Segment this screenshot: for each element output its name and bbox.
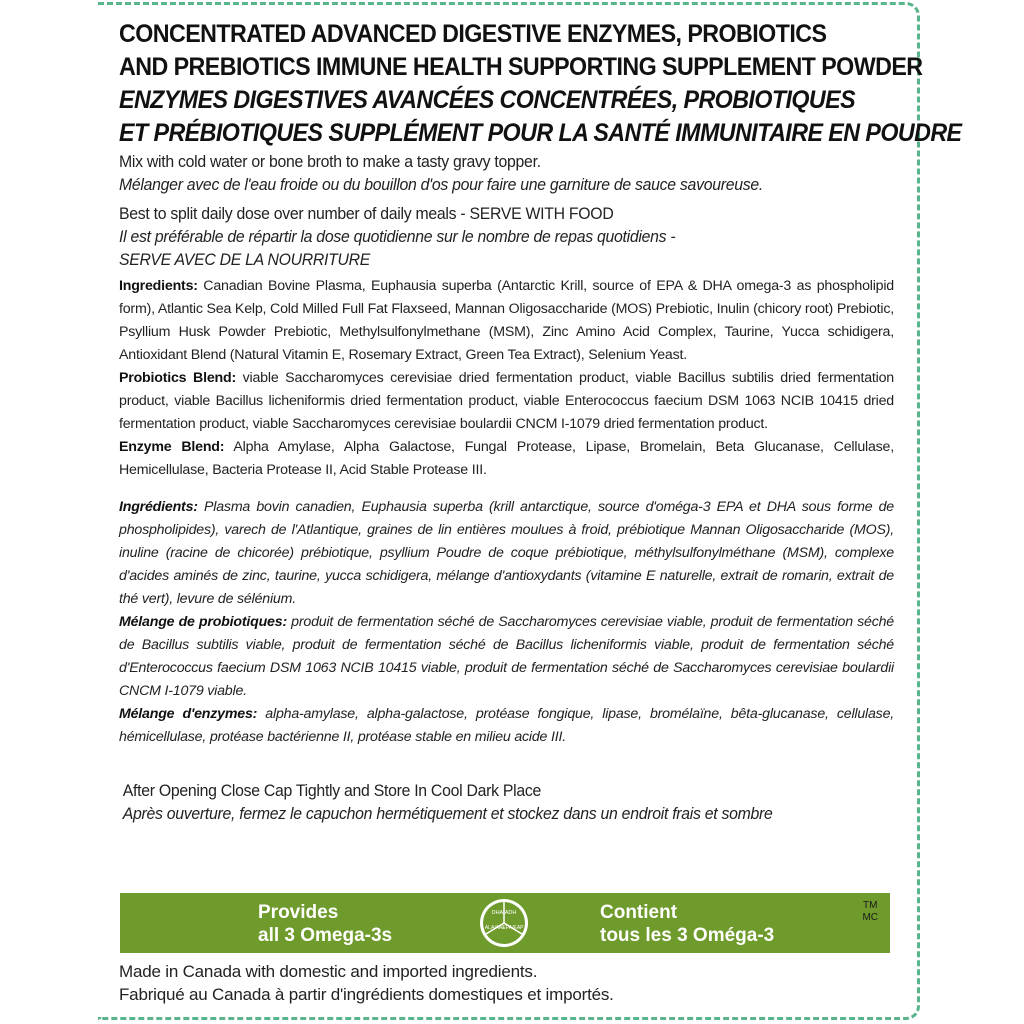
probiotics-fr (119, 611, 894, 703)
mix-instructions-fr: Mélanger avec de l'eau froide ou du bouillon d'os pour faire une garniture de sauce savoureuse. (119, 175, 763, 194)
seal-ala: ALA/AAL (484, 925, 506, 931)
title-en-line-1: CONCENTRATED ADVANCED DIGESTIVE ENZYMES, PROBIOTICS (119, 20, 827, 48)
banner-all-omega: all 3 Omega-3s (258, 925, 393, 946)
enzyme-fr-label: Mélange d'enzymes: (119, 706, 258, 722)
enzyme-fr (119, 703, 894, 749)
made-in-canada-fr: Fabriqué au Canada à partir d'ingrédients domestiques et importés. (119, 985, 614, 1004)
trademark-tm: TM (862, 900, 878, 911)
enzyme-en-text: Alpha Amylase, Alpha Galactose, Fungal Protease, Lipase, Bromelain, Beta Glucanase, Cellulase, Hemicellulase, Bacteria Protease II, Acid Stable Protease III. (119, 439, 894, 478)
split-dose-fr-line-1: Il est préférable de répartir la dose quotidienne sur le nombre de repas quotidiens - (119, 227, 676, 246)
title-fr-line-2: ET PRÉBIOTIQUES SUPPLÉMENT POUR LA SANTÉ IMMUNITAIRE EN POUDRE (119, 119, 962, 147)
probiotics-en (119, 367, 894, 436)
title-fr-line-1: ENZYMES DIGESTIVES AVANCÉES CONCENTRÉES, PROBIOTIQUES (119, 86, 856, 114)
omega-banner (120, 893, 890, 953)
trademark-mc: MC (862, 912, 878, 923)
mix-instructions-en: Mix with cold water or bone broth to make a tasty gravy topper. (119, 152, 541, 171)
omega-seal-icon (478, 897, 530, 949)
made-in-canada-en: Made in Canada with domestic and imported ingredients. (119, 962, 538, 981)
probiotics-fr-text: produit de fermentation séché de Saccharomyces cerevisiae viable, produit de fermentation séché de Bacillus subtilis viable, produit de fermentation séché de Bacillus licheniformis viable, produit de fermentation séché d'Enterococcus faecium DSM 1063 NCIB 10415 viable, produit de fermentation séché de Saccharomyces cerevisiae boulardii CNCM I-1079 viable. (119, 614, 894, 699)
probiotics-en-label: Probiotics Blend: (119, 370, 236, 386)
split-dose-fr-line-2: SERVE AVEC DE LA NOURRITURE (119, 250, 371, 269)
storage-fr: Après ouverture, fermez le capuchon hermétiquement et stockez dans un endroit frais et sombre (122, 804, 773, 823)
banner-tous-omega: tous les 3 Oméga-3 (600, 925, 775, 946)
ingredients-fr (119, 496, 894, 611)
enzyme-en (119, 436, 894, 482)
ingredients-fr-label: Ingrédients: (119, 499, 198, 515)
ingredients-en-label: Ingredients: (119, 278, 198, 294)
probiotics-fr-label: Mélange de probiotiques: (119, 614, 287, 630)
seal-dha: DHA/ADH (491, 910, 517, 916)
banner-contient: Contient (600, 902, 678, 923)
origin-statement (119, 960, 614, 1006)
title-en-line-2: AND PREBIOTICS IMMUNE HEALTH SUPPORTING SUPPLEMENT POWDER (119, 53, 923, 81)
banner-provides: Provides (258, 902, 339, 923)
banner-left-text (258, 901, 392, 947)
label-content (119, 18, 962, 825)
banner-right-text (600, 901, 774, 947)
seal-epa: EPA/EAP (502, 925, 524, 931)
enzyme-en-label: Enzyme Blend: (119, 439, 225, 455)
ingredients-fr-text: Plasma bovin canadien, Euphausia superba (krill antarctique, source d'oméga-3 EPA et DHA sous forme de phospholipides), varech de l'Atlantique, graines de lin entières moulues à froid, prébiotique Mannan Oligosaccharide (MOS), inuline (racine de chicorée) prébiotique, psyllium Poudre de coque prébiotique, méthylsulfonylméthane (MSM), complexe d'acides aminés de zinc, taurine, yucca schidigera, mélange d'antioxydants (vitamine E naturelle, extrait de romarin, extrait de thé vert), levure de sélénium. (119, 499, 894, 607)
storage-en: After Opening Close Cap Tightly and Store In Cool Dark Place (122, 781, 541, 800)
enzyme-fr-text: alpha-amylase, alpha-galactose, protéase fongique, lipase, bromélaïne, bêta-glucanase, cellulase, hémicellulase, protéase bactérienne II, protéase stable en milieu acide III. (119, 706, 895, 745)
probiotics-en-text: viable Saccharomyces cerevisiae dried fermentation product, viable Bacillus subtilis dried fermentation product, viable Bacillus licheniformis dried fermentation product, viable Enterococcus faecium DSM 1063 NCIB 10415 dried fermentation product, viable Saccharomyces cerevisiae boulardii CNCM I-1079 dried fermentation product. (119, 370, 894, 432)
ingredients-en-text: Canadian Bovine Plasma, Euphausia superba (Antarctic Krill, source of EPA & DHA omega-3 as phospholipid form), Atlantic Sea Kelp, Cold Milled Full Fat Flaxseed, Mannan Oligosaccharide (MOS) Prebiotic, Inulin (chicory root) Prebiotic, Psyllium Husk Powder Prebiotic, Methylsulfonylmethane (MSM), Zinc Amino Acid Complex, Taurine, Yucca schidigera, Antioxidant Blend (Natural Vitamin E, Rosemary Extract, Green Tea Extract), Selenium Yeast. (119, 278, 894, 363)
trademark-mark (862, 900, 878, 924)
ingredients-en (119, 275, 894, 367)
split-dose-en: Best to split daily dose over number of daily meals - SERVE WITH FOOD (119, 204, 614, 223)
